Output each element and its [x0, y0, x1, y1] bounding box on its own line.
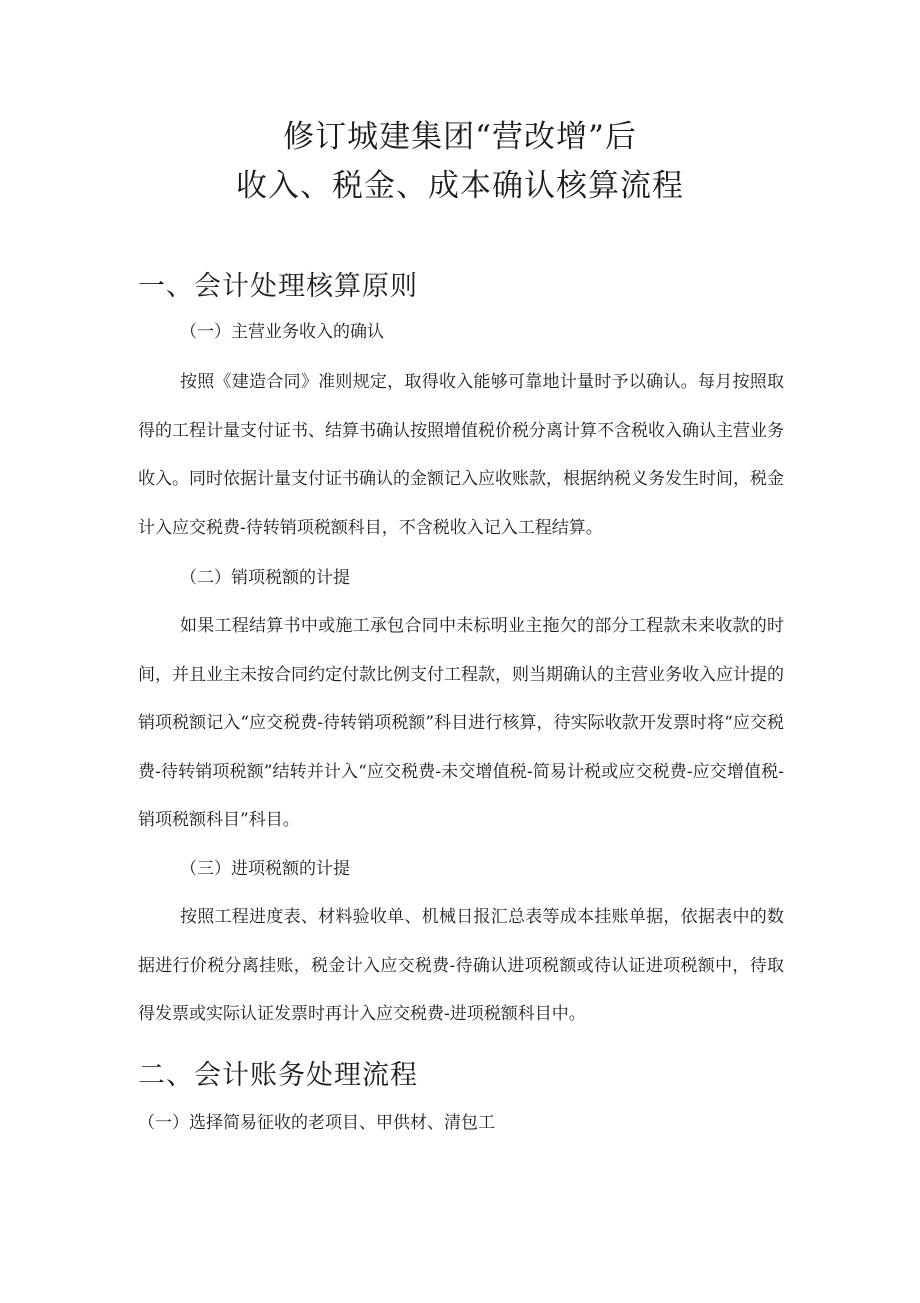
section-2-heading: 二、会计账务处理流程 [138, 1060, 418, 1091]
section-1-paragraph-2: 如果工程结算书中或施工承包合同中未标明业主拖欠的部分工程款未来收款的时间，并且业主未按合同约定付款比例支付工程款，则当期确认的主营业务收入应计提的销项税额记入“应交税费-待转销项税额”科目进行核算，待实际收款开发票时将“应交税费-待转销项税额”结转并计入“应交税费-未交增值税-简易计税或应交税费-应交增值税-销项税额科目”科目。 [138, 616, 784, 831]
section-1-paragraph-3: 按照工程进度表、材料验收单、机械日报汇总表等成本挂账单据，依据表中的数据进行价税分离挂账，税金计入应交税费-待确认进项税额或待认证进项税额中，待取得发票或实际认证发票时再计入应交税费-进项税额科目中。 [138, 907, 784, 1025]
document-title-line-2: 收入、税金、成本确认核算流程 [236, 168, 684, 204]
section-1-subheading-1: （一）主营业务收入的确认 [180, 322, 384, 342]
section-1-subheading-2: （二）销项税额的计提 [180, 568, 350, 588]
section-1-paragraph-1: 按照《建造合同》准则规定，取得收入能够可靠地计量时予以确认。每月按照取得的工程计量支付证书、结算书确认按照增值税价税分离计算不含税收入确认主营业务收入。同时依据计量支付证书确认的金额记入应收账款，根据纳税义务发生时间，税金计入应交税费-待转销项税额科目，不含税收入记入工程结算。 [138, 372, 784, 538]
section-1-subheading-3: （三）进项税额的计提 [180, 859, 350, 879]
section-1-heading: 一、会计处理核算原则 [138, 271, 418, 302]
document-title-line-1: 修订城建集团“营改增”后 [283, 119, 637, 155]
section-2-subheading-1: （一）选择简易征收的老项目、甲供材、清包工 [138, 1113, 495, 1133]
